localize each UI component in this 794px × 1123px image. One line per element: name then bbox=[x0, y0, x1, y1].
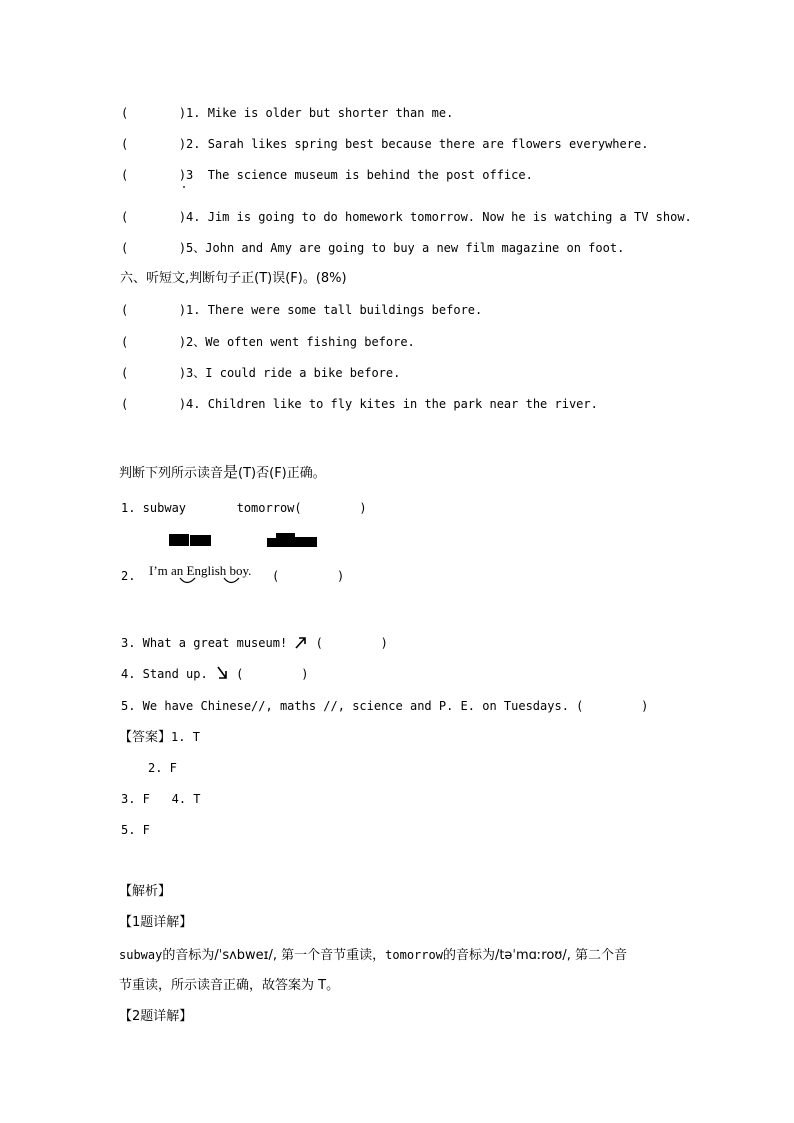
liaison-marks bbox=[176, 575, 246, 589]
answer-4: 4. T bbox=[171, 792, 201, 806]
question-text: 1. There were some tall buildings before. bbox=[186, 303, 483, 317]
answer-row bbox=[121, 791, 201, 807]
stress-block bbox=[190, 535, 211, 546]
answer-3: 3. F bbox=[121, 792, 150, 806]
close-paren: ) bbox=[178, 137, 187, 151]
close-paren: ) bbox=[178, 241, 187, 255]
section-title: 六、听短文,判断句子正(T)误(F)。(8%) bbox=[120, 271, 347, 286]
question-row bbox=[121, 240, 624, 256]
open-paren: ( bbox=[121, 303, 129, 317]
liaison-arc-2 bbox=[224, 578, 239, 583]
open-paren: ( bbox=[121, 397, 129, 411]
question-text: 5、John and Amy are going to buy a new film magazine on foot. bbox=[186, 241, 625, 255]
falling-arrow-icon bbox=[215, 666, 229, 680]
answer-5: 5. F bbox=[121, 823, 150, 837]
detail-1-label: 【1题详解】 bbox=[119, 915, 193, 930]
open-paren: ( bbox=[121, 335, 129, 349]
detail-1-line-2: 节重读，所示读音正确，故答案为 T。 bbox=[119, 978, 340, 993]
liaison-arc-1 bbox=[180, 578, 195, 583]
stress-block bbox=[169, 534, 189, 546]
close-paren: ) bbox=[178, 210, 187, 224]
stray-dot bbox=[183, 186, 185, 188]
open-paren: ( bbox=[121, 241, 129, 255]
question-row bbox=[121, 334, 415, 350]
answer-1: 1. T bbox=[171, 730, 200, 744]
close-paren: ) bbox=[178, 366, 187, 380]
question-row bbox=[121, 396, 598, 412]
question-row bbox=[121, 209, 692, 225]
judge-title: 判断下列所示读音是(T)否(F)正确。 bbox=[119, 463, 326, 481]
question-2-num: 2. bbox=[121, 569, 136, 583]
stress-block bbox=[276, 533, 295, 547]
open-paren: ( bbox=[121, 210, 129, 224]
detail-1-line-1: subway的音标为/ˈsʌbweɪ/, 第一个音节重读，tomorrow的音标为/təˈmɑːroʊ/, 第二个音 bbox=[119, 948, 627, 963]
question-row bbox=[121, 105, 453, 121]
close-paren: ) bbox=[178, 106, 187, 120]
question-text: 4. Jim is going to do homework tomorrow. Now he is watching a TV show. bbox=[186, 210, 692, 224]
close-paren: ) bbox=[178, 168, 187, 182]
question-row bbox=[121, 136, 648, 152]
answer-2: 2. F bbox=[148, 761, 177, 775]
open-paren: ( bbox=[121, 168, 129, 182]
question-text: 4. Children like to fly kites in the park near the river. bbox=[186, 397, 598, 411]
close-paren: ) bbox=[178, 397, 187, 411]
question-row bbox=[121, 167, 533, 183]
question-2-blank: ( ) bbox=[272, 569, 345, 583]
question-5: 5. We have Chinese//, maths //, science and P. E. on Tuesdays. ( ) bbox=[121, 699, 649, 713]
question-3: 3. What a great museum! ( ) bbox=[121, 636, 388, 650]
open-paren: ( bbox=[121, 106, 129, 120]
analysis-label: 【解析】 bbox=[119, 884, 172, 899]
stress-block bbox=[267, 538, 276, 547]
detail-2-label: 【2题详解】 bbox=[119, 1009, 193, 1024]
question-row bbox=[121, 365, 400, 381]
rising-arrow-icon bbox=[294, 635, 308, 649]
open-paren: ( bbox=[121, 366, 129, 380]
question-2-sentence: I’m an English boy. bbox=[149, 563, 252, 578]
question-text: 3、I could ride a bike before. bbox=[186, 366, 401, 380]
question-1: 1. subway tomorrow( ) bbox=[121, 501, 367, 515]
answer-row bbox=[119, 729, 200, 746]
close-paren: ) bbox=[178, 335, 187, 349]
question-text: 1. Mike is older but shorter than me. bbox=[186, 106, 454, 120]
question-text: 2. Sarah likes spring best because there are flowers everywhere. bbox=[186, 137, 649, 151]
stress-block bbox=[295, 537, 317, 547]
question-text: 2、We often went fishing before. bbox=[186, 335, 415, 349]
answer-label: 【答案】 bbox=[119, 730, 172, 745]
close-paren: ) bbox=[178, 303, 187, 317]
question-4: 4. Stand up. ( ) bbox=[121, 667, 309, 681]
open-paren: ( bbox=[121, 137, 129, 151]
question-row bbox=[121, 302, 482, 318]
question-text: 3 The science museum is behind the post office. bbox=[186, 168, 533, 182]
